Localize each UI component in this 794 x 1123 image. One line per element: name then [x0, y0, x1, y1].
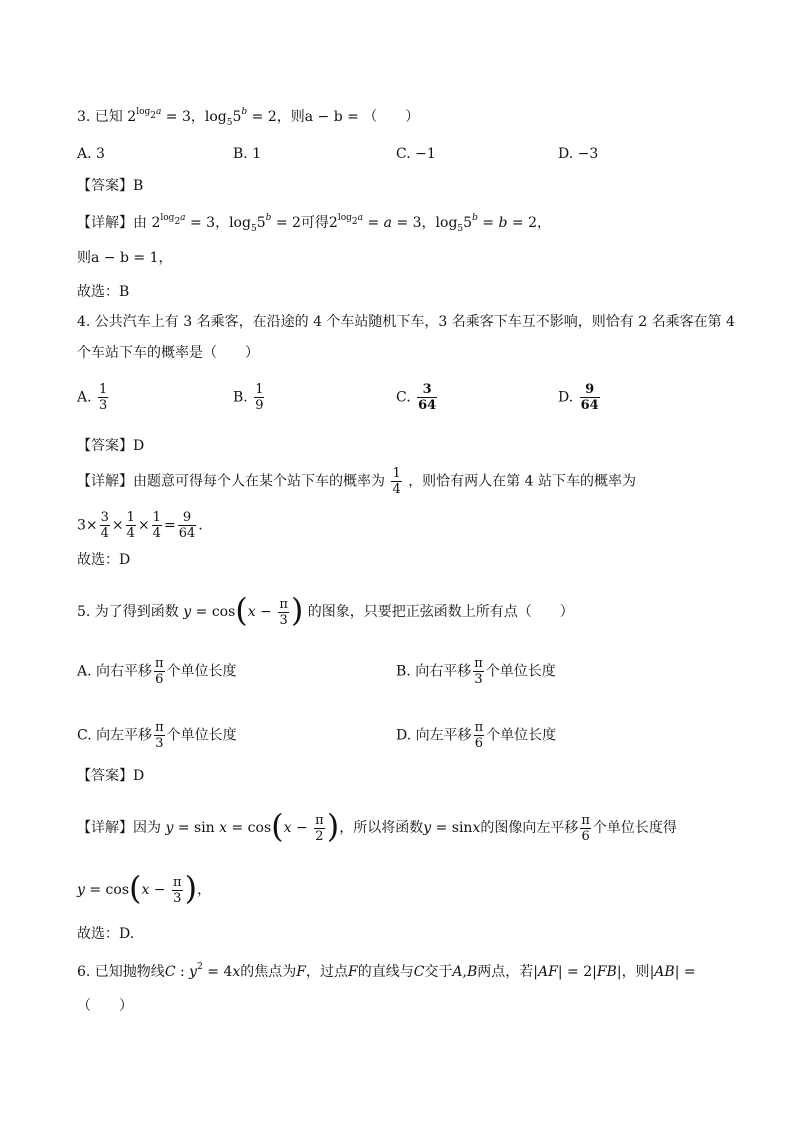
q4-detail-formula: 3× $\frac{3}{4}$ × $\frac{1}{4}$ × $\frac{1}{4}$ = $\frac{9}{64}$ . — [77, 510, 203, 541]
q5-stem-prefix: 5. 为了得到函数 — [77, 604, 179, 620]
q4-detail-prefix: 【详解】由题意可得每个人在某个站下车的概率为 — [77, 473, 385, 490]
q6-stem-mid6: ，则 — [621, 964, 650, 980]
q5-option-b-pre: 向右平移 — [415, 663, 472, 680]
q3-detail-line2: 则a − b = 1， — [77, 250, 173, 266]
q3-detail-line1 — [77, 213, 551, 235]
q4-option-d-label: D. — [558, 389, 574, 406]
q4-option-b — [233, 382, 266, 413]
q3-detail-formula-2: $2^{log2a} = a = 3$，$\log_55^b = b = 2$， — [328, 213, 551, 234]
q4-option-a — [77, 382, 110, 413]
q5-detail-line2: y = cos(x − $\frac{\pi}{3}$ )， — [77, 869, 212, 907]
q5-detail-mid: ，所以将函数 — [339, 820, 424, 836]
q5-option-d-fraction: $\frac{\pi}{6}$ — [474, 720, 484, 751]
q5-detail-suffix: 个单位长度得 — [592, 820, 677, 836]
q4-option-b-fraction: $\frac{1}{9}$ — [255, 382, 264, 413]
q4-option-a-label: A. — [77, 389, 92, 406]
q3-option-d: D. −3 — [558, 146, 599, 162]
q5-option-a-post: 个单位长度 — [166, 663, 237, 680]
q4-option-a-fraction: $\frac{1}{3}$ — [99, 382, 108, 413]
q3-stem-prefix: 3. 已知 — [77, 109, 123, 125]
q5-answer: 【答案】D — [77, 768, 145, 784]
q6-stem-line2: （ ） — [77, 998, 133, 1014]
q5-choice: 故选：D. — [77, 926, 135, 942]
q4-option-c-label: C. — [396, 389, 411, 406]
q3-option-a: A. 3 — [77, 146, 105, 162]
q5-detail-formula-2: y = sinx — [423, 820, 481, 836]
q5-option-d-post: 个单位长度 — [486, 727, 557, 744]
q5-option-a-pre: 向右平移 — [96, 663, 153, 680]
q3-option-b: B. 1 — [233, 146, 262, 162]
q6-stem-line1: 6. 已知抛物线C : $y^2 = 4x$的焦点为F，过点F的直线与C交于A,B两点，若|AF| = 2|FB|，则|AB| = — [77, 962, 696, 980]
q5-function: y = cos(x − $\frac{\pi}{3}$ ) — [183, 591, 304, 629]
q5-stem — [77, 591, 574, 629]
q5-option-c-pre: 向左平移 — [96, 727, 153, 744]
q3-formula-1: $2^{log2a} = 3$，$\log_55^b = 2$ — [127, 107, 277, 128]
q5-option-c-fraction: $\frac{\pi}{3}$ — [155, 720, 164, 751]
q4-option-d — [558, 382, 602, 413]
q4-answer: 【答案】D — [77, 438, 145, 454]
q3-choice: 故选：B — [77, 284, 130, 300]
q4-stem-line2: 个车站下车的概率是（ ） — [77, 345, 259, 361]
q6-stem-prefix: 6. 已知抛物线 — [77, 964, 165, 980]
q5-option-c-post: 个单位长度 — [166, 727, 237, 744]
q5-stem-suffix: 的图象，只要把正弦函数上所有点（ ） — [307, 604, 574, 620]
q3-detail-formula-1: $2^{log2a} = 3$，$\log_55^b = 2$ — [151, 213, 301, 234]
q6-stem-mid1: 的焦点为 — [240, 964, 297, 980]
q5-detail-line1 — [77, 807, 677, 845]
q5-option-b-label: B. — [396, 663, 411, 680]
q5-option-d-label: D. — [396, 727, 412, 744]
q5-option-a — [77, 656, 237, 687]
q5-option-c-label: C. — [77, 727, 92, 744]
q6-stem-mid4: 交于 — [424, 964, 453, 980]
q5-detail-formula-1: y = sin x = cos(x − $\frac{\pi}{2}$ ) — [165, 807, 340, 845]
q5-detail-fraction: $\frac{\pi}{6}$ — [581, 812, 590, 844]
q4-stem-line1: 4. 公共汽车上有 3 名乘客，在沿途的 4 个车站随机下车，3 名乘客下车互不影响，则恰有 2 名乘客在第 4 — [77, 314, 735, 330]
q5-option-b-post: 个单位长度 — [485, 663, 556, 680]
q5-option-b — [396, 656, 556, 687]
q5-option-a-fraction: $\frac{\pi}{6}$ — [155, 656, 164, 687]
q5-option-d — [396, 720, 556, 751]
q5-option-c — [77, 720, 237, 751]
q4-option-b-label: B. — [233, 389, 248, 406]
q5-option-b-fraction: $\frac{\pi}{3}$ — [474, 656, 483, 687]
q4-detail-suffix: ，则恰有两人在第 4 站下车的概率为 — [408, 473, 636, 490]
q6-stem-mid2: ，过点 — [305, 964, 348, 980]
q4-option-c — [396, 382, 439, 413]
q6-stem-mid5: 两点，若 — [477, 964, 534, 980]
q4-option-c-fraction: $\frac{3}{64}$ — [418, 382, 437, 413]
q5-option-a-label: A. — [77, 663, 92, 680]
q3-option-c: C. −1 — [396, 146, 436, 162]
q4-option-d-fraction: $\frac{9}{64}$ — [580, 382, 599, 413]
q5-option-d-pre: 向左平移 — [415, 727, 472, 744]
q3-stem — [77, 107, 419, 129]
q4-choice: 故选：D — [77, 552, 131, 568]
q5-detail-mid2: 的图像向左平移 — [480, 820, 579, 836]
q4-detail-fraction: $\frac{1}{4}$ — [392, 466, 401, 497]
q3-detail-prefix: 【详解】由 — [77, 215, 147, 231]
q3-detail-mid: 可得 — [300, 215, 329, 231]
q4-detail-line1 — [77, 466, 636, 497]
q6-stem-mid3: 的直线与 — [357, 964, 414, 980]
q3-answer: 【答案】B — [77, 178, 144, 194]
q5-detail-prefix: 【详解】因为 — [77, 820, 161, 836]
q3-stem-text: ，则a − b = （ ） — [276, 109, 420, 125]
